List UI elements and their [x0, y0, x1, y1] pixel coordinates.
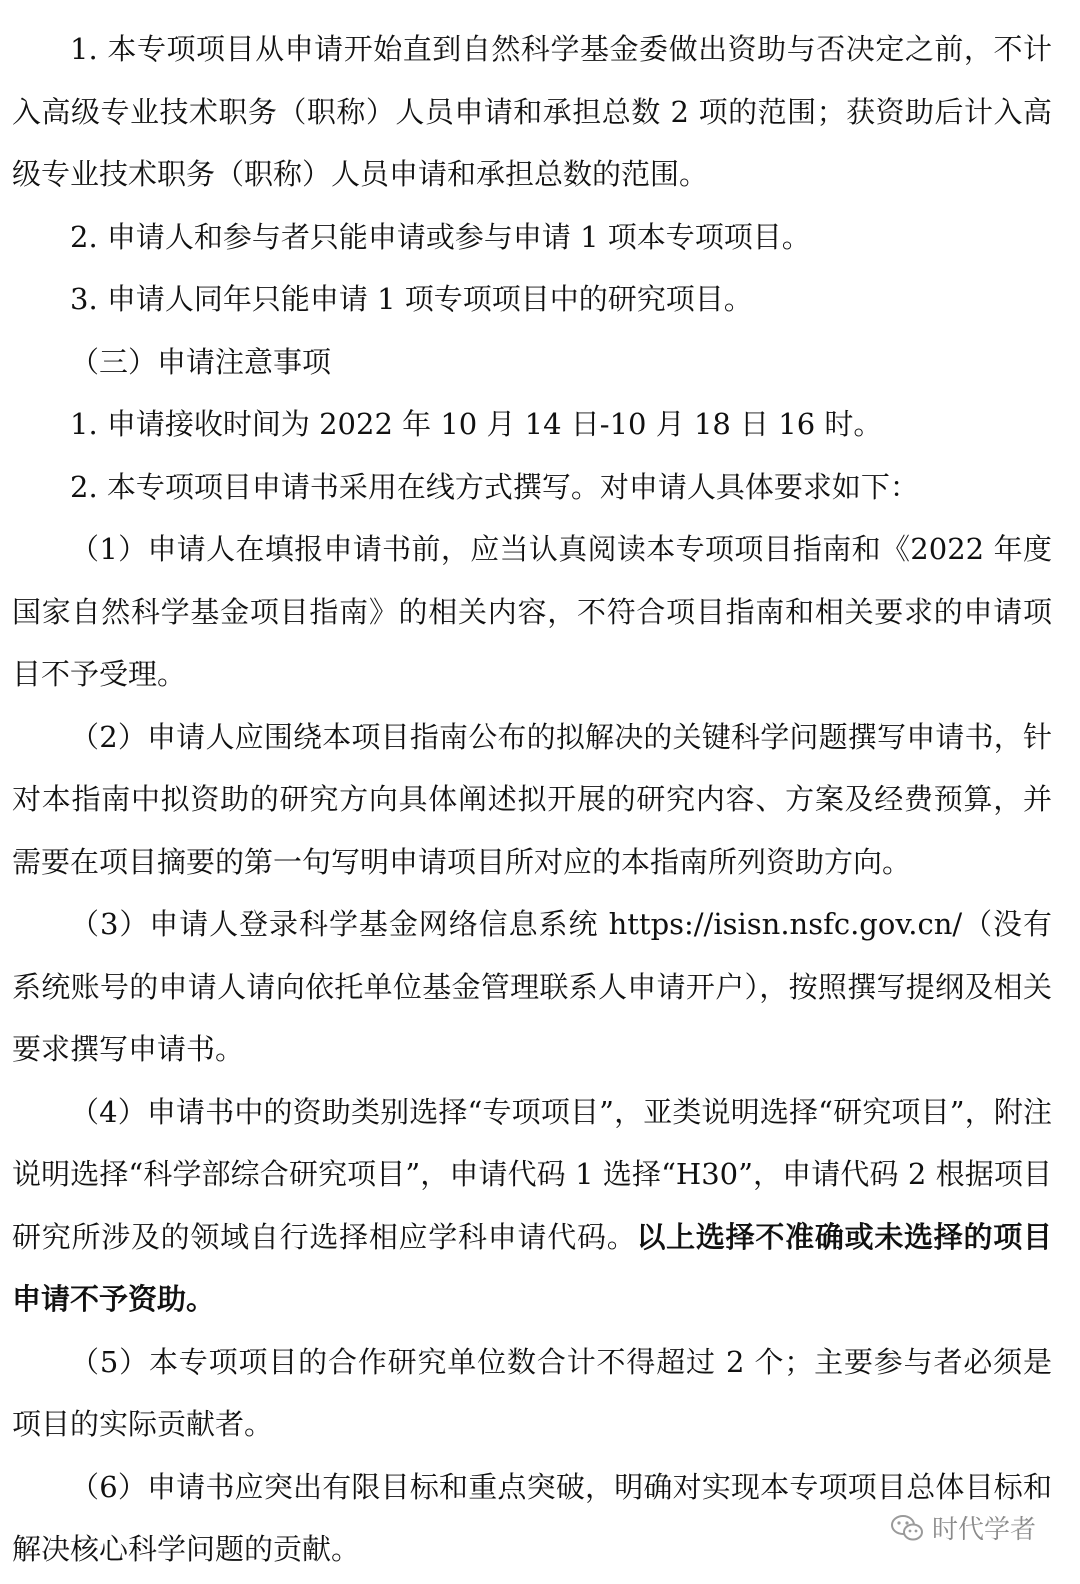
document-page: [12, 18, 1052, 1581]
watermark: [890, 1509, 1036, 1546]
paragraph-sub-5: （5）本专项项目的合作研究单位数合计不得超过 2 个；主要参与者必须是项目的实际贡献者。: [12, 1344, 1052, 1441]
watermark-label: 时代学者: [931, 1515, 1036, 1545]
paragraph-sub-4-bold-warning: 以上选择不准确或未选择的项目申请不予资助。: [12, 1219, 1052, 1316]
paragraph-sub-4: [12, 1081, 1052, 1331]
paragraph-sub-2: （2）申请人应围绕本项目指南公布的拟解决的关键科学问题撰写申请书，针对本指南中拟资助的研究方向具体阐述拟开展的研究内容、方案及经费预算，并需要在项目摘要的第一句写明申请项目所对应的本指南所列资助方向。: [12, 719, 1052, 879]
paragraph-sub-6: （6）申请书应突出有限目标和重点突破，明确对实现本专项项目总体目标和解决核心科学问题的贡献。: [12, 1469, 1052, 1566]
paragraph-sub-3: （3）申请人登录科学基金网络信息系统 https://isisn.nsfc.gov.cn/（没有系统账号的申请人请向依托单位基金管理联系人申请开户），按照撰写提纲及相关要求撰写申请书。: [12, 907, 1052, 1066]
paragraph-item-4: 1. 申请接收时间为 2022 年 10 月 14 日-10 月 18 日 16 时。: [70, 407, 883, 441]
paragraph-item-5: 2. 本专项项目申请书采用在线方式撰写。对申请人具体要求如下：: [70, 469, 919, 504]
paragraph-item-1: 1. 本专项项目从申请开始直到自然科学基金委做出资助与否决定之前，不计入高级专业技术职务（职称）人员申请和承担总数 2 项的范围；获资助后计入高级专业技术职务（职称）人员申请和承担总数的范围。: [12, 32, 1052, 191]
wechat-icon: [890, 1513, 924, 1543]
paragraph-item-3: 3. 申请人同年只能申请 1 项专项项目中的研究项目。: [70, 282, 753, 316]
section-heading: （三）申请注意事项: [70, 344, 332, 379]
paragraph-sub-1: （1）申请人在填报申请书前，应当认真阅读本专项项目指南和《2022 年度国家自然科学基金项目指南》的相关内容，不符合项目指南和相关要求的申请项目不予受理。: [12, 532, 1052, 691]
paragraph-item-2: 2. 申请人和参与者只能申请或参与申请 1 项本专项项目。: [70, 219, 811, 254]
paragraph-sub-4-text: （4）申请书中的资助类别选择“专项项目”，亚类说明选择“研究项目”，附注说明选择“科学部综合研究项目”，申请代码 1 选择“H30”，申请代码 2 根据项目研究所涉及的领域自行选择相应学科申请代码。: [12, 1094, 1052, 1254]
